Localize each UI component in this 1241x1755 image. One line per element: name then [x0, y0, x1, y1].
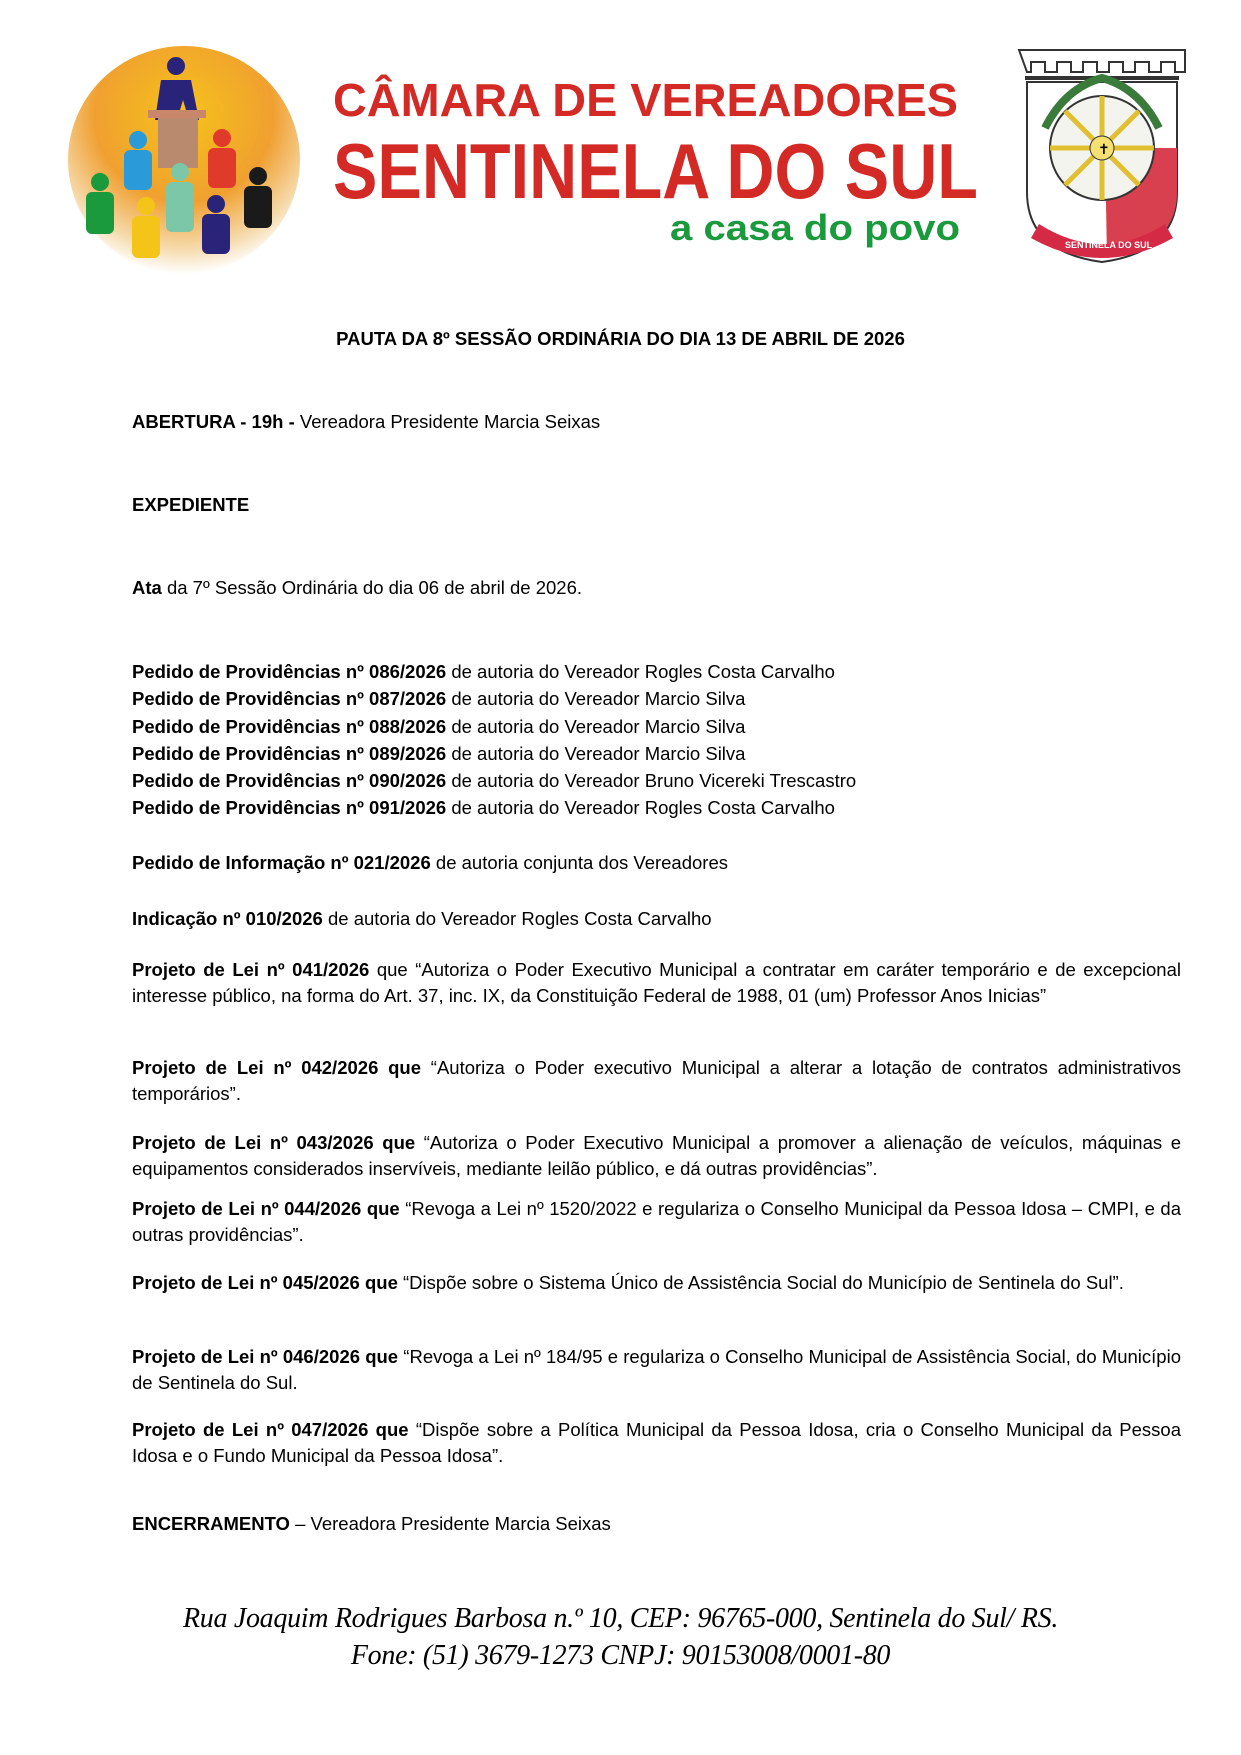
indication: Indicação nº 010/2026 de autoria do Vereador Rogles Costa Carvalho — [132, 908, 712, 929]
footer-address: Rua Joaquim Rodrigues Barbosa n.º 10, CEP: 96765-000, Sentinela do Sul/ RS. — [182, 1603, 1059, 1634]
information-request: Pedido de Informação nº 021/2026 de autoria conjunta dos Vereadores — [132, 852, 729, 873]
list-item: Pedido de Providências nº 088/2026 de autoria do Vereador Marcio Silva — [132, 715, 746, 737]
list-item: Pedido de Providências nº 087/2026 de autoria do Vereador Marcio Silva — [132, 688, 746, 710]
crest-banner: SENTINELA DO SUL — [1065, 240, 1153, 250]
bill-item: Projeto de Lei nº 043/2026 que “Autoriza o Poder Executivo Municipal a promover a alienação de veículos, máquinas e equipamentos considerados inservíveis, mediante leilão público, e dá outras providências”. — [132, 1132, 1182, 1179]
bill-item: Projeto de Lei nº 044/2026 que “Revoga a Lei nº 1520/2022 e regulariza o Conselho Municipal da Pessoa Idosa – CMPI, e da outras providências”. — [132, 1198, 1181, 1245]
closing-line: ENCERRAMENTO – Vereadora Presidente Marcia Seixas — [132, 1513, 611, 1534]
wordmark-line1: CÂMARA DE VEREADORES — [333, 74, 958, 126]
opening-line: ABERTURA - 19h - Vereadora Presidente Marcia Seixas — [132, 411, 601, 432]
wordmark-tagline: a casa do povo — [670, 207, 960, 248]
municipal-crest — [1015, 48, 1189, 270]
chamber-logo — [66, 44, 302, 276]
wordmark-line2: SENTINELA DO SUL — [333, 127, 978, 215]
bill-item: Projeto de Lei nº 041/2026 que “Autoriza o Poder Executivo Municipal a contratar em caráter temporário e de excepcional interesse público, na forma do Art. 37, inc. IX, da Constituição Federal de 1988, 01 (um) Professor Anos Inicias” — [132, 959, 1181, 1006]
bill-item: Projeto de Lei nº 045/2026 que “Dispõe sobre o Sistema Único de Assistência Social do Município de Sentinela do Sul”. — [132, 1272, 1124, 1293]
bill-item: Projeto de Lei nº 042/2026 que “Autoriza o Poder executivo Municipal a alterar a lotação de contratos administrativos temporários”. — [132, 1057, 1182, 1104]
list-item: Pedido de Providências nº 090/2026 de autoria do Vereador Bruno Vicereki Trescastro — [132, 770, 857, 792]
list-item: Pedido de Providências nº 089/2026 de autoria do Vereador Marcio Silva — [132, 742, 746, 764]
chamber-wordmark — [330, 70, 990, 255]
cross-icon: ✝ — [1098, 141, 1110, 157]
bill-item: Projeto de Lei nº 047/2026 que “Dispõe sobre a Política Municipal da Pessoa Idosa, cria o Conselho Municipal da Pessoa Idosa e o Fundo Municipal da Pessoa Idosa”. — [132, 1419, 1181, 1466]
footer-contact: Fone: (51) 3679-1273 CNPJ: 90153008/0001-80 — [350, 1640, 891, 1671]
minutes-line: Ata da 7º Sessão Ordinária do dia 06 de abril de 2026. — [132, 577, 583, 598]
requests-list — [132, 658, 1181, 822]
bill-item: Projeto de Lei nº 046/2026 que “Revoga a Lei nº 184/95 e regulariza o Conselho Municipal de Assistência Social, do Município de Sentinela do Sul. — [132, 1346, 1181, 1393]
page-title: PAUTA DA 8º SESSÃO ORDINÁRIA DO DIA 13 DE ABRIL DE 2026 — [336, 328, 905, 349]
list-item: Pedido de Providências nº 086/2026 de autoria do Vereador Rogles Costa Carvalho — [132, 661, 835, 682]
section-heading-expediente: EXPEDIENTE — [132, 494, 250, 515]
list-item: Pedido de Providências nº 091/2026 de autoria do Vereador Rogles Costa Carvalho — [132, 797, 835, 819]
